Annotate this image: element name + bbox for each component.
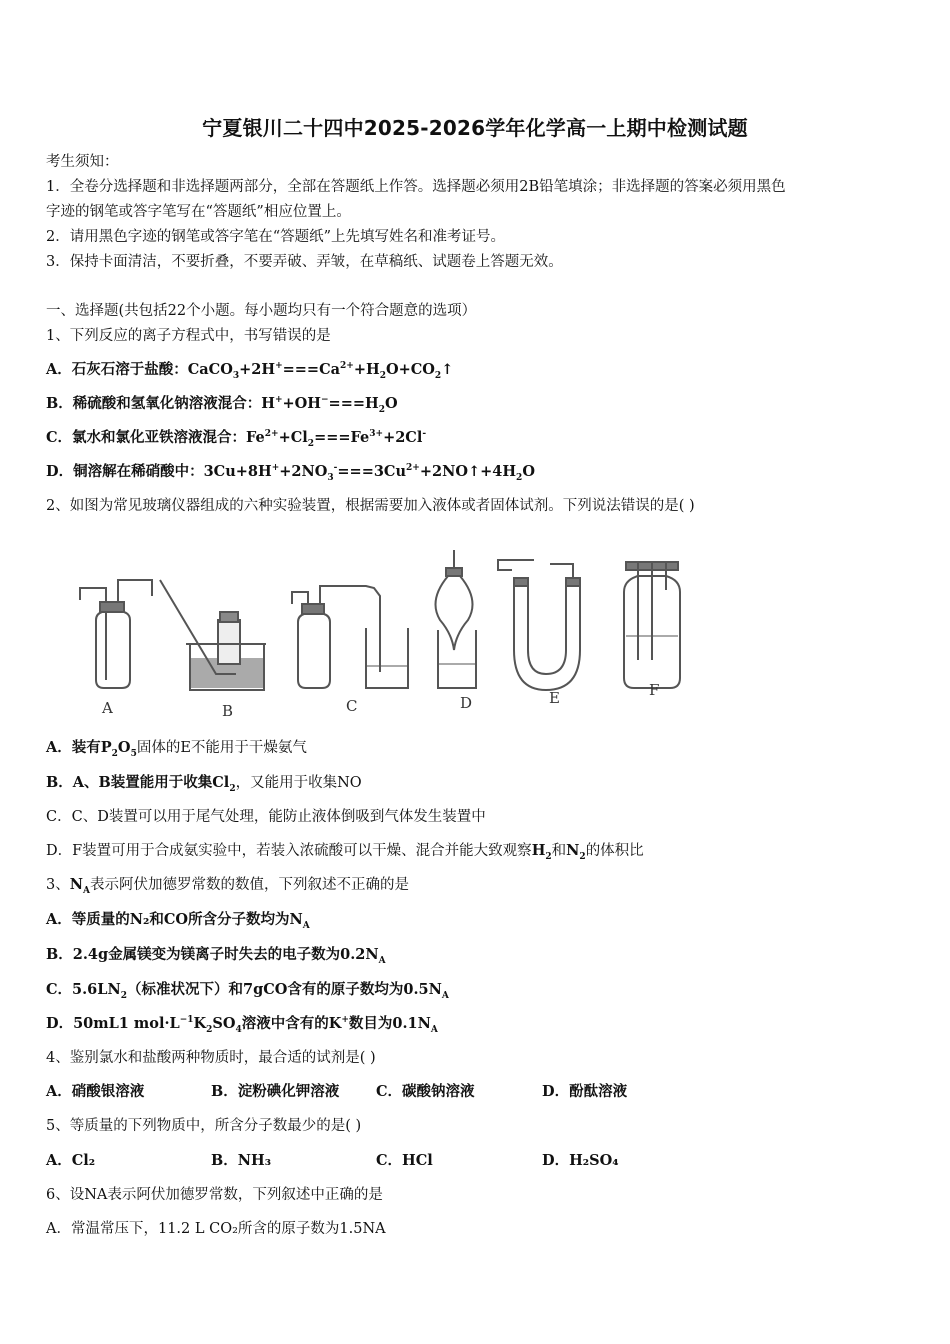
q2-option-a: A．装有$P_2O_5$固体的E不能用于干燥氨气 xyxy=(46,739,307,759)
q1-option-b-equation: $H^++OH^-===H_2O$ xyxy=(261,395,398,415)
q3-option-b: B．2.4g金属镁变为镁离子时失去的电子数为$0.2N_A$ xyxy=(46,946,386,966)
q1-option-a xyxy=(46,360,453,380)
apparatus-figure xyxy=(66,540,686,720)
q3-option-a: A．等质量的N₂和CO所含分子数均为$N_A$ xyxy=(46,911,310,931)
notice-item-1: 1．全卷分选择题和非选择题两部分，全部在答题纸上作答。选择题必须用2B铅笔填涂；非选择题的答案必须用黑色 xyxy=(46,179,786,195)
q3-option-d: D．50mL1 $mol\cdot L^{-1}K_2SO_4$溶液中含有的K+数目为$0.1N_A$ xyxy=(46,1015,438,1035)
q1-option-d xyxy=(46,462,535,482)
q1-option-c xyxy=(46,428,426,448)
label-b: B xyxy=(222,702,234,720)
page-title: 宁夏银川二十四中2025-2026学年化学高一上期中检测试题 xyxy=(202,116,748,140)
label-c: C xyxy=(346,697,358,715)
q1-option-c-label: C．氯水和氯化亚铁溶液混合： xyxy=(46,429,247,446)
q1-option-c-equation: $Fe^{2+}+Cl_2===Fe^{3+}+2Cl^-$ xyxy=(246,429,427,449)
apparatus-c xyxy=(292,586,408,688)
notice-heading: 考生须知： xyxy=(46,154,119,170)
q2-option-c: C．C、D装置可以用于尾气处理，能防止液体倒吸到气体发生装置中 xyxy=(46,809,486,825)
apparatus-drawing xyxy=(66,540,686,720)
q1-option-a-label: A．石灰石溶于盐酸： xyxy=(46,361,188,378)
q5-option-c: C．HCl xyxy=(376,1152,433,1169)
apparatus-e xyxy=(498,560,580,690)
notice-item-2: 2．请用黑色字迹的钢笔或答字笔在“答题纸”上先填写姓名和准考证号。 xyxy=(46,229,506,245)
q5-option-d: D．H₂SO₄ xyxy=(542,1152,619,1169)
q1-option-b xyxy=(46,394,398,414)
q5-option-b: B．NH₃ xyxy=(211,1152,272,1169)
q5-stem: 5、等质量的下列物质中，所含分子数最少的是( ) xyxy=(46,1118,362,1134)
label-d: D xyxy=(460,694,473,712)
label-e: E xyxy=(549,689,560,707)
q1-option-d-equation: $3Cu+8H^++2NO_3^-===3Cu^{2+}+2NO↑+4H_2O$ xyxy=(203,463,535,483)
q6-option-a: A．常温常压下，11.2 L CO₂所含的原子数为1.5NA xyxy=(46,1221,386,1237)
label-f: F xyxy=(649,681,660,699)
apparatus-f xyxy=(624,562,680,688)
apparatus-d xyxy=(436,550,477,688)
q3-stem: 3、$N_A$表示阿伏加德罗常数的数值，下列叙述不正确的是 xyxy=(46,876,409,896)
section-heading: 一、选择题(共包括22个小题。每小题均只有一个符合题意的选项） xyxy=(46,303,477,319)
label-a: A xyxy=(102,699,113,717)
q2-stem: 2、如图为常见玻璃仪器组成的六种实验装置，根据需要加入液体或者固体试剂。下列说法错误的是( ) xyxy=(46,498,695,514)
apparatus-a xyxy=(80,580,152,688)
q4-option-a: A．硝酸银溶液 xyxy=(46,1083,145,1100)
q5-option-a: A．Cl₂ xyxy=(46,1152,96,1169)
apparatus-b xyxy=(160,580,266,690)
q1-option-b-label: B．稀硫酸和氢氧化钠溶液混合： xyxy=(46,395,262,412)
q1-option-d-label: D．铜溶解在稀硝酸中： xyxy=(46,463,204,480)
notice-item-3: 3．保持卡面清洁，不要折叠，不要弄破、弄皱，在草稿纸、试题卷上答题无效。 xyxy=(46,254,563,270)
q2-option-d: D．F装置可用于合成氨实验中，若装入浓硫酸可以干燥、混合并能大致观察$H_2$和$N_2$的体积比 xyxy=(46,842,644,862)
q4-stem: 4、鉴别氯水和盐酸两种物质时，最合适的试剂是( ) xyxy=(46,1050,376,1066)
q2-option-b: B．A、B装置能用于收集$Cl_2$，又能用于收集NO xyxy=(46,774,362,794)
q3-option-c: C．$5.6LN_2$（标准状况下）和7gCO含有的原子数均为$0.5N_A$ xyxy=(46,981,449,1001)
q4-option-c: C．碳酸钠溶液 xyxy=(376,1083,475,1100)
notice-item-1-cont: 字迹的钢笔或答字笔写在“答题纸”相应位置上。 xyxy=(46,204,351,220)
q1-option-a-equation: $CaCO_3+2H^+===Ca^{2+}+H_2O+CO_2↑$ xyxy=(187,361,454,381)
q4-option-d: D．酚酞溶液 xyxy=(542,1083,628,1100)
q1-stem: 1、下列反应的离子方程式中，书写错误的是 xyxy=(46,328,331,344)
q6-stem: 6、设NA表示阿伏加德罗常数，下列叙述中正确的是 xyxy=(46,1187,383,1203)
q4-option-b: B．淀粉碘化钾溶液 xyxy=(211,1083,340,1100)
